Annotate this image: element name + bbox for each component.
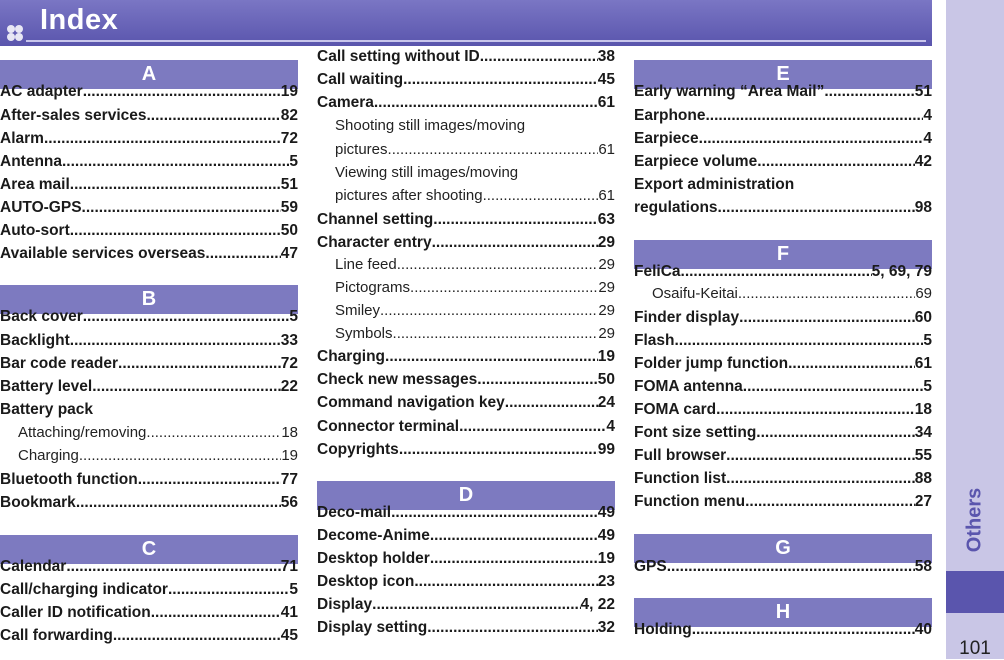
- index-entry[interactable]: [634, 490, 932, 514]
- dot-leader: [403, 68, 598, 92]
- section-letter-g: G: [634, 534, 932, 563]
- dot-leader: [667, 555, 915, 579]
- index-entry[interactable]: [0, 491, 298, 515]
- entry-page: 18: [914, 401, 932, 418]
- section-tab: [946, 571, 1004, 613]
- dot-leader: [146, 421, 281, 445]
- dot-leader: [113, 624, 281, 648]
- section-label-text: Others: [963, 487, 986, 553]
- entry-page: 34: [914, 424, 932, 441]
- dot-leader: [399, 438, 598, 462]
- index-entry[interactable]: [634, 352, 932, 376]
- section-letter-f: F: [634, 240, 932, 269]
- entry-page: 5: [289, 153, 298, 170]
- entry-term: Camera: [317, 94, 374, 111]
- entry-page: 29: [598, 302, 615, 319]
- entry-page: 4: [606, 418, 615, 435]
- index-subentry[interactable]: [317, 253, 615, 277]
- entry-term: Symbols: [335, 325, 393, 342]
- dot-leader: [393, 322, 599, 346]
- entry-term: Check new messages: [317, 371, 478, 388]
- section-letter-c: C: [0, 535, 298, 564]
- entry-term: Call waiting: [317, 71, 404, 88]
- entry-page: 23: [597, 573, 615, 590]
- section-letter-e: E: [634, 60, 932, 89]
- entry-term: Flash: [634, 332, 675, 349]
- index-entry[interactable]: [634, 260, 932, 284]
- dot-leader: [705, 104, 923, 128]
- dot-leader: [79, 444, 281, 468]
- dot-leader: [692, 618, 915, 642]
- entry-page: 27: [914, 493, 932, 510]
- index-entry[interactable]: [317, 368, 615, 392]
- entry-term: Back cover: [0, 308, 83, 325]
- entry-page: 72: [280, 355, 298, 372]
- entry-page: 50: [597, 371, 615, 388]
- entry-term: Pictograms: [335, 279, 411, 296]
- index-entry[interactable]: [634, 173, 932, 197]
- entry-term: Call forwarding: [0, 627, 113, 644]
- entry-page: 49: [597, 504, 615, 521]
- dot-leader: [432, 231, 598, 255]
- index-entry[interactable]: [634, 618, 932, 642]
- index-entry[interactable]: [317, 68, 615, 92]
- index-entry[interactable]: [634, 306, 932, 330]
- entry-term: Earpiece volume: [634, 153, 758, 170]
- dot-leader: [385, 345, 598, 369]
- entry-term: AC adapter: [0, 83, 83, 100]
- entry-page: 5, 69, 79: [871, 263, 932, 280]
- entry-term: regulations: [634, 199, 718, 216]
- entry-page: 88: [914, 470, 932, 487]
- entry-page: 4, 22: [580, 596, 615, 613]
- dot-leader: [743, 375, 924, 399]
- section-letter-d: D: [317, 481, 615, 510]
- index-entry[interactable]: [317, 570, 615, 594]
- index-entry[interactable]: [317, 45, 615, 69]
- index-entry[interactable]: [317, 547, 615, 571]
- dot-leader: [477, 368, 597, 392]
- entry-term: Auto-sort: [0, 222, 70, 239]
- entry-term: Export administration: [634, 176, 795, 193]
- entry-page: 24: [597, 394, 615, 411]
- index-entry[interactable]: [634, 150, 932, 174]
- page-number: 101: [959, 638, 991, 659]
- dot-leader: [726, 444, 915, 468]
- index-entry[interactable]: [634, 127, 932, 151]
- index-entry[interactable]: [634, 555, 932, 579]
- index-entry[interactable]: [0, 398, 298, 422]
- entry-term: Viewing still images/moving: [335, 164, 519, 181]
- entry-page: 55: [914, 447, 932, 464]
- entry-term: Display: [317, 596, 373, 613]
- entry-page: 19: [281, 447, 298, 464]
- dot-leader: [62, 150, 289, 174]
- dot-leader: [433, 208, 597, 232]
- dot-leader: [726, 467, 915, 491]
- entry-term: Charging: [317, 348, 386, 365]
- entry-page: 82: [280, 107, 298, 124]
- index-entry[interactable]: [317, 438, 615, 462]
- entry-page: 71: [280, 558, 298, 575]
- dot-leader: [681, 260, 872, 284]
- dot-leader: [92, 375, 281, 399]
- index-entry[interactable]: [0, 352, 298, 376]
- index-entry[interactable]: [317, 91, 615, 115]
- entry-page: 61: [914, 355, 932, 372]
- dot-leader: [397, 253, 599, 277]
- dot-leader: [716, 398, 915, 422]
- dot-leader: [739, 306, 915, 330]
- dot-leader: [83, 80, 281, 104]
- section-letter-a: A: [0, 60, 298, 89]
- entry-page: 29: [598, 325, 615, 342]
- dot-leader: [756, 421, 914, 445]
- entry-term: Available services overseas: [0, 245, 206, 262]
- index-entry[interactable]: [0, 305, 298, 329]
- entry-term: Area mail: [0, 176, 70, 193]
- index-subentry[interactable]: [317, 161, 615, 185]
- entry-term: Character entry: [317, 234, 432, 251]
- entry-term: pictures: [335, 141, 388, 158]
- entry-page: 4: [923, 107, 932, 124]
- dot-leader: [788, 352, 915, 376]
- entry-page: 61: [598, 187, 615, 204]
- index-entry[interactable]: [317, 231, 615, 255]
- entry-term: Desktop icon: [317, 573, 415, 590]
- dot-leader: [76, 491, 281, 515]
- dot-leader: [147, 104, 281, 128]
- entry-page: 61: [598, 141, 615, 158]
- dot-leader: [205, 242, 280, 266]
- dot-leader: [70, 219, 281, 243]
- entry-page: 19: [597, 348, 615, 365]
- index-entry[interactable]: [317, 208, 615, 232]
- dot-leader: [83, 305, 290, 329]
- dot-leader: [66, 555, 280, 579]
- entry-term: Channel setting: [317, 211, 434, 228]
- dot-leader: [757, 150, 915, 174]
- index-entry[interactable]: [0, 219, 298, 243]
- entry-term: Attaching/removing: [18, 424, 147, 441]
- clover-icon: [4, 22, 26, 44]
- entry-term: Folder jump function: [634, 355, 789, 372]
- dot-leader: [118, 352, 281, 376]
- dot-leader: [70, 173, 281, 197]
- entry-page: 38: [597, 48, 615, 65]
- entry-term: Earpiece: [634, 130, 699, 147]
- section-letter-h: H: [634, 598, 932, 627]
- entry-page: 18: [281, 424, 298, 441]
- entry-term: Decome-Anime: [317, 527, 430, 544]
- entry-page: 50: [280, 222, 298, 239]
- index-entry[interactable]: [634, 421, 932, 445]
- entry-term: FOMA antenna: [634, 378, 743, 395]
- entry-term: Line feed: [335, 256, 397, 273]
- index-entry[interactable]: [634, 467, 932, 491]
- dot-leader: [483, 184, 599, 208]
- entry-term: Connector terminal: [317, 418, 460, 435]
- entry-page: 61: [597, 94, 615, 111]
- index-entry[interactable]: [0, 624, 298, 648]
- entry-page: 5: [923, 332, 932, 349]
- entry-page: 33: [280, 332, 298, 349]
- entry-page: 22: [280, 378, 298, 395]
- entry-page: 5: [923, 378, 932, 395]
- dot-leader: [388, 138, 599, 162]
- index-header: [0, 0, 932, 46]
- index-entry[interactable]: [0, 375, 298, 399]
- dot-leader: [480, 45, 598, 69]
- index-entry[interactable]: [0, 150, 298, 174]
- index-entry[interactable]: [317, 593, 615, 617]
- entry-term: Early warning “Area Mail”: [634, 83, 825, 100]
- entry-page: 19: [280, 83, 298, 100]
- dot-leader: [168, 578, 289, 602]
- index-entry[interactable]: [634, 329, 932, 353]
- dot-leader: [372, 593, 580, 617]
- index-subentry[interactable]: [317, 322, 615, 346]
- index-entry[interactable]: [634, 80, 932, 104]
- entry-term: Bluetooth function: [0, 471, 138, 488]
- entry-page: 60: [914, 309, 932, 326]
- entry-term: Finder display: [634, 309, 740, 326]
- dot-leader: [427, 616, 598, 640]
- index-entry[interactable]: [317, 415, 615, 439]
- index-subentry[interactable]: [317, 184, 615, 208]
- index-subentry[interactable]: [0, 421, 298, 445]
- entry-page: 63: [597, 211, 615, 228]
- index-entry[interactable]: [317, 391, 615, 415]
- dot-leader: [745, 490, 915, 514]
- entry-term: Smiley: [335, 302, 381, 319]
- entry-term: pictures after shooting: [335, 187, 483, 204]
- entry-term: Function menu: [634, 493, 746, 510]
- entry-term: Calendar: [0, 558, 67, 575]
- entry-page: 51: [914, 83, 932, 100]
- index-subentry[interactable]: [317, 276, 615, 300]
- entry-term: Battery level: [0, 378, 93, 395]
- index-entry[interactable]: [0, 468, 298, 492]
- dot-leader: [824, 80, 914, 104]
- dot-leader: [674, 329, 923, 353]
- dot-leader: [505, 391, 598, 415]
- entry-page: 99: [597, 441, 615, 458]
- section-sidebar: [946, 0, 1004, 659]
- entry-page: 42: [914, 153, 932, 170]
- dot-leader: [44, 127, 281, 151]
- section-letter-b: B: [0, 285, 298, 314]
- index-entry[interactable]: [0, 578, 298, 602]
- entry-term: Charging: [18, 447, 79, 464]
- entry-term: Antenna: [0, 153, 62, 170]
- entry-term: Bar code reader: [0, 355, 119, 372]
- entry-page: 47: [280, 245, 298, 262]
- entry-page: 40: [914, 621, 932, 638]
- entry-term: Desktop holder: [317, 550, 430, 567]
- entry-page: 32: [597, 619, 615, 636]
- entry-term: Holding: [634, 621, 692, 638]
- dot-leader: [430, 547, 598, 571]
- index-entry[interactable]: [0, 329, 298, 353]
- dot-leader: [380, 299, 598, 323]
- entry-page: 45: [280, 627, 298, 644]
- dot-leader: [374, 91, 598, 115]
- entry-term: GPS: [634, 558, 667, 575]
- entry-page: 59: [280, 199, 298, 216]
- entry-page: 4: [923, 130, 932, 147]
- index-entry[interactable]: [0, 80, 298, 104]
- entry-page: 72: [280, 130, 298, 147]
- entry-term: Font size setting: [634, 424, 757, 441]
- index-entry[interactable]: [634, 398, 932, 422]
- entry-term: FOMA card: [634, 401, 717, 418]
- entry-page: 51: [280, 176, 298, 193]
- index-entry[interactable]: [317, 501, 615, 525]
- dot-leader: [151, 601, 281, 625]
- entry-page: 77: [280, 471, 298, 488]
- entry-term: Call/charging indicator: [0, 581, 168, 598]
- entry-page: 69: [915, 285, 932, 302]
- index-entry[interactable]: [0, 104, 298, 128]
- index-entry[interactable]: [634, 375, 932, 399]
- entry-term: AUTO-GPS: [0, 199, 82, 216]
- entry-page: 5: [289, 308, 298, 325]
- index-subentry[interactable]: [634, 282, 932, 306]
- entry-term: FeliCa: [634, 263, 681, 280]
- entry-term: After-sales services: [0, 107, 147, 124]
- entry-term: Bookmark: [0, 494, 76, 511]
- index-entry[interactable]: [0, 601, 298, 625]
- entry-page: 29: [598, 256, 615, 273]
- entry-term: Earphone: [634, 107, 706, 124]
- entry-term: Backlight: [0, 332, 70, 349]
- index-entry[interactable]: [317, 345, 615, 369]
- entry-page: 56: [280, 494, 298, 511]
- entry-page: 29: [597, 234, 615, 251]
- index-entry[interactable]: [634, 196, 932, 220]
- index-entry[interactable]: [0, 242, 298, 266]
- entry-term: Function list: [634, 470, 727, 487]
- index-entry[interactable]: [317, 524, 615, 548]
- entry-term: Caller ID notification: [0, 604, 151, 621]
- index-subentry[interactable]: [0, 444, 298, 468]
- index-entry[interactable]: [0, 555, 298, 579]
- entry-term: Display setting: [317, 619, 428, 636]
- dot-leader: [391, 501, 598, 525]
- dot-leader: [414, 570, 597, 594]
- section-label: [946, 470, 1004, 570]
- entry-term: Full browser: [634, 447, 727, 464]
- dot-leader: [70, 329, 281, 353]
- index-entry[interactable]: [0, 173, 298, 197]
- index-subentry[interactable]: [317, 299, 615, 323]
- entry-page: 58: [914, 558, 932, 575]
- index-entry[interactable]: [634, 444, 932, 468]
- dot-leader: [718, 196, 915, 220]
- entry-page: 98: [914, 199, 932, 216]
- entry-term: Osaifu-Keitai: [652, 285, 738, 302]
- index-entry[interactable]: [0, 127, 298, 151]
- entry-term: Deco-mail: [317, 504, 392, 521]
- dot-leader: [82, 196, 281, 220]
- entry-page: 41: [280, 604, 298, 621]
- entry-page: 45: [597, 71, 615, 88]
- dot-leader: [430, 524, 598, 548]
- index-entry[interactable]: [317, 616, 615, 640]
- dot-leader: [699, 127, 924, 151]
- dot-leader: [738, 282, 915, 306]
- entry-term: Alarm: [0, 130, 44, 147]
- entry-term: Copyrights: [317, 441, 399, 458]
- entry-term: Call setting without ID: [317, 48, 480, 65]
- entry-term: Shooting still images/moving: [335, 117, 526, 134]
- entry-page: 19: [597, 550, 615, 567]
- entry-term: Battery pack: [0, 401, 94, 418]
- index-entry[interactable]: [634, 104, 932, 128]
- entry-page: 29: [598, 279, 615, 296]
- dot-leader: [459, 415, 606, 439]
- page-title: Index: [40, 4, 119, 36]
- dot-leader: [138, 468, 281, 492]
- entry-page: 49: [597, 527, 615, 544]
- index-subentry[interactable]: [317, 138, 615, 162]
- entry-page: 5: [289, 581, 298, 598]
- dot-leader: [410, 276, 598, 300]
- entry-term: Command navigation key: [317, 394, 505, 411]
- index-entry[interactable]: [0, 196, 298, 220]
- index-subentry[interactable]: [317, 114, 615, 138]
- header-rule: [26, 40, 926, 42]
